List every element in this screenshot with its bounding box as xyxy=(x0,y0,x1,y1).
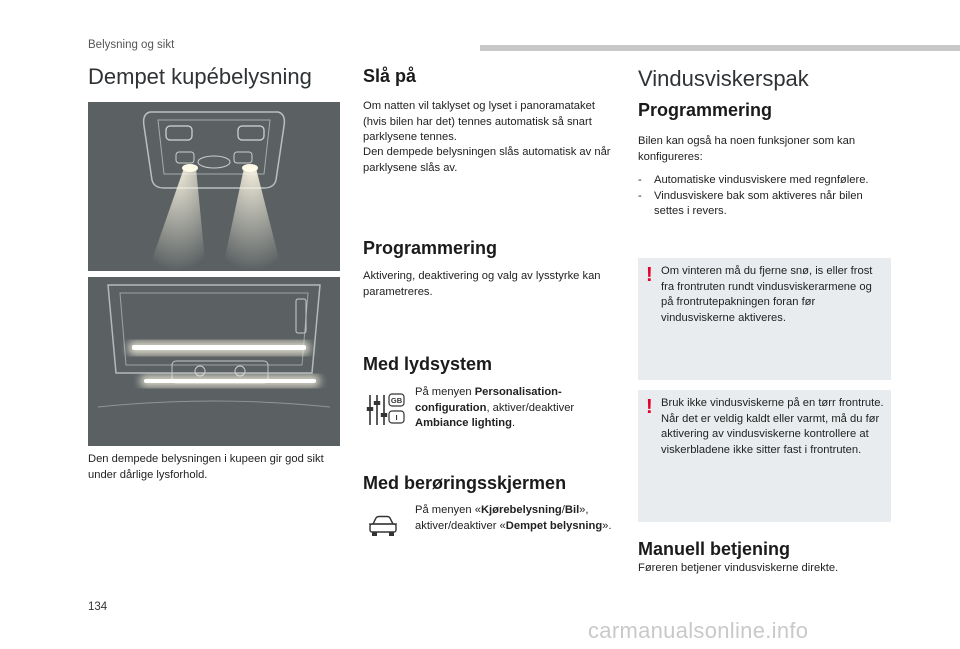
list-item-text: Vindusviskere bak som aktiveres når bilen settes i revers. xyxy=(654,189,863,217)
warning-box-dry xyxy=(638,390,891,522)
turn-on-paragraph-1: Om natten vil taklyset og lyset i panoramataket (hvis bilen har det) tennes automatisk så snart parklysene tennes. xyxy=(363,100,595,143)
i-icon-label: I xyxy=(395,413,398,422)
list-marker: - xyxy=(638,189,642,202)
touch-slash: / xyxy=(561,504,565,516)
touch-suffix: ». xyxy=(602,519,612,532)
watermark: carmanualsonline.info xyxy=(588,618,809,643)
column1-title: Dempet kupébelysning xyxy=(88,64,312,89)
list-item xyxy=(638,189,890,220)
heading-programming-wipers: Programmering xyxy=(638,100,773,120)
warning-text: Bruk ikke vindusviskerne på en tørr frontrute. Når det er veldig kaldt eller varmt, må du før aktivering av vindusviskerne kontrollere at viskerbladene ikke sitter fast i frontruten. xyxy=(661,397,884,456)
warning-icon: ! xyxy=(646,264,653,286)
warning-icon: ! xyxy=(646,396,653,418)
panoramic-roof-illustration xyxy=(88,277,340,446)
audio-suffix: . xyxy=(511,417,516,429)
heading-programming-lighting: Programmering xyxy=(363,238,498,258)
touch-middle: », aktiver/deaktiver « xyxy=(415,504,589,532)
function-list xyxy=(638,173,890,220)
warning-text: Om vinteren må du fjerne snø, is eller frost fra frontruten rundt vindusviskerarmene og på frontrutepakningen foran før vindusviskerne aktiveres. xyxy=(661,265,873,324)
programming-wipers-paragraph: Bilen kan også ha noen funksjoner som kan konfigureres: xyxy=(638,135,856,163)
audio-middle: , aktiver/deaktiver xyxy=(486,401,575,414)
heading-audio-system: Med lydsystem xyxy=(363,354,493,374)
touch-menu-1: Kjørebelysning xyxy=(480,504,562,516)
audio-prefix: På menyen xyxy=(415,386,475,398)
programming-lighting-paragraph: Aktivering, deaktivering og valg av lysstyrke kan parametreres. xyxy=(363,270,601,298)
image-caption: Den dempede belysningen i kupeen gir god sikt under dårlige lysforhold. xyxy=(88,453,324,481)
touch-menu-item: Dempet belysning xyxy=(505,519,603,532)
touchscreen-instruction xyxy=(415,503,615,534)
touch-prefix: På menyen « xyxy=(415,504,481,516)
list-item xyxy=(638,173,890,189)
heading-manual-operation: Manuell betjening xyxy=(638,539,791,559)
audio-menu-name: Personalisation-configuration xyxy=(415,386,562,414)
ceiling-lights-illustration xyxy=(88,102,340,271)
panoramic-roof-image xyxy=(88,277,340,446)
list-marker: - xyxy=(638,174,642,186)
header-section-title: Belysning og sikt xyxy=(88,39,175,51)
turn-on-paragraph-2: Den dempede belysningen slås automatisk av når parklysene slås av. xyxy=(363,146,611,174)
audio-settings-icon xyxy=(366,393,406,427)
gb-icon-label: GB xyxy=(390,396,403,405)
warning-box-snow xyxy=(638,258,891,380)
audio-system-instruction xyxy=(415,385,615,432)
list-item-text: Automatiske vindusviskere med regnfølere. xyxy=(654,174,869,186)
audio-menu-item: Ambiance lighting xyxy=(415,417,512,429)
touch-menu-2: Bil xyxy=(564,504,580,516)
header-bar xyxy=(480,45,960,51)
page-number: 134 xyxy=(88,601,108,613)
heading-touchscreen: Med berøringsskjermen xyxy=(363,473,567,493)
column3-title: Vindusviskerspak xyxy=(638,66,809,91)
heading-turn-on: Slå på xyxy=(363,66,417,86)
car-icon xyxy=(368,515,398,537)
manual-operation-paragraph: Føreren betjener vindusviskerne direkte. xyxy=(638,562,839,574)
ceiling-lights-image xyxy=(88,102,340,271)
